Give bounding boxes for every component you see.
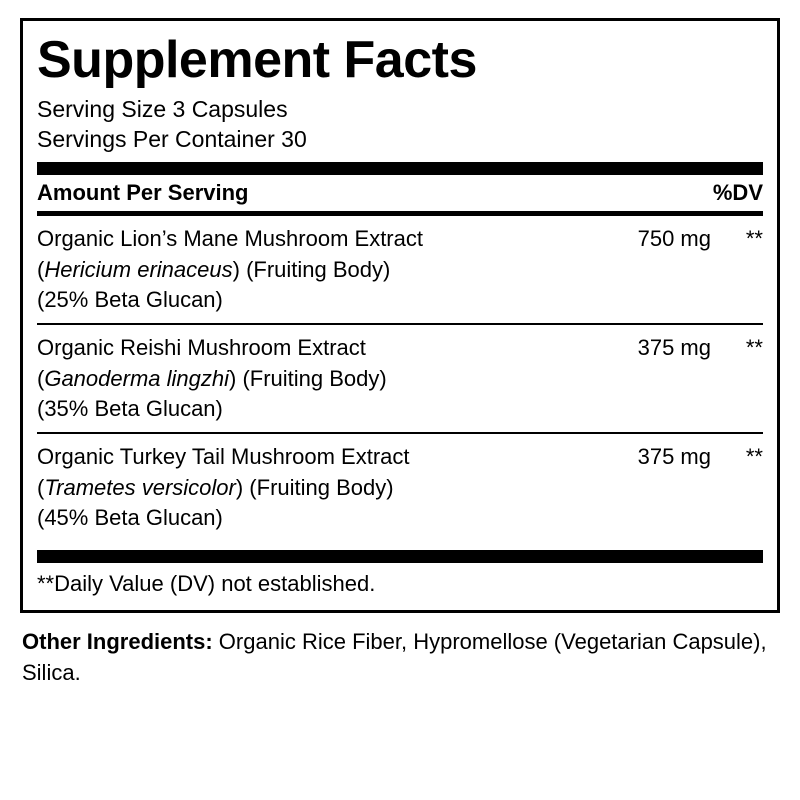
ingredient-line-3: (25% Beta Glucan) <box>37 287 223 313</box>
page-title: Supplement Facts <box>37 31 477 89</box>
table-row <box>37 216 763 323</box>
ingredient-line-1: Organic Lion’s Mane Mushroom Extract <box>37 226 423 252</box>
amount-per-serving-label: Amount Per Serving <box>37 180 249 206</box>
paren-open: ( <box>37 256 45 282</box>
ingredient-amount: 375 mg <box>637 335 711 361</box>
ingredient-line-2 <box>37 473 591 503</box>
part-used: ) (Fruiting Body) <box>229 365 387 391</box>
part-used: ) (Fruiting Body) <box>232 256 391 282</box>
part-used: ) (Fruiting Body) <box>235 474 394 500</box>
ingredient-name <box>37 333 591 424</box>
daily-value-footnote: **Daily Value (DV) not established. <box>37 570 376 596</box>
divider-thick-top <box>37 162 763 175</box>
ingredient-line-2 <box>37 255 591 285</box>
supplement-facts-box <box>20 18 780 613</box>
paren-open: ( <box>37 474 45 500</box>
latin-name: Hericium erinaceus <box>44 256 233 282</box>
latin-name: Trametes versicolor <box>44 474 236 500</box>
other-ingredients-label: Other Ingredients: <box>22 629 213 655</box>
serving-size-line: Serving Size 3 Capsules <box>37 95 288 122</box>
ingredient-amount: 375 mg <box>637 444 711 470</box>
other-ingredients-text: Organic Rice Fiber, Hypromellose (Vegetarian Capsule), Silica. <box>22 629 767 685</box>
ingredient-amount: 750 mg <box>637 226 711 252</box>
ingredient-name <box>37 442 591 533</box>
latin-name: Ganoderma lingzhi <box>44 365 229 391</box>
ingredient-name <box>37 224 591 315</box>
ingredient-daily-value: ** <box>745 335 763 361</box>
ingredient-daily-value: ** <box>745 226 763 252</box>
ingredient-line-3: (35% Beta Glucan) <box>37 396 223 422</box>
paren-open: ( <box>37 365 45 391</box>
ingredient-line-1: Organic Turkey Tail Mushroom Extract <box>37 444 410 470</box>
daily-value-label: %DV <box>712 180 763 206</box>
ingredient-line-3: (45% Beta Glucan) <box>37 505 223 531</box>
table-row <box>37 434 763 541</box>
other-ingredients <box>20 627 780 688</box>
amount-per-serving-header <box>37 175 763 211</box>
ingredient-daily-value: ** <box>745 444 763 470</box>
divider-thick-bottom <box>37 550 763 563</box>
table-row <box>37 325 763 432</box>
servings-per-container-line: Servings Per Container 30 <box>37 125 307 152</box>
ingredient-line-1: Organic Reishi Mushroom Extract <box>37 335 366 361</box>
ingredient-line-2 <box>37 364 591 394</box>
